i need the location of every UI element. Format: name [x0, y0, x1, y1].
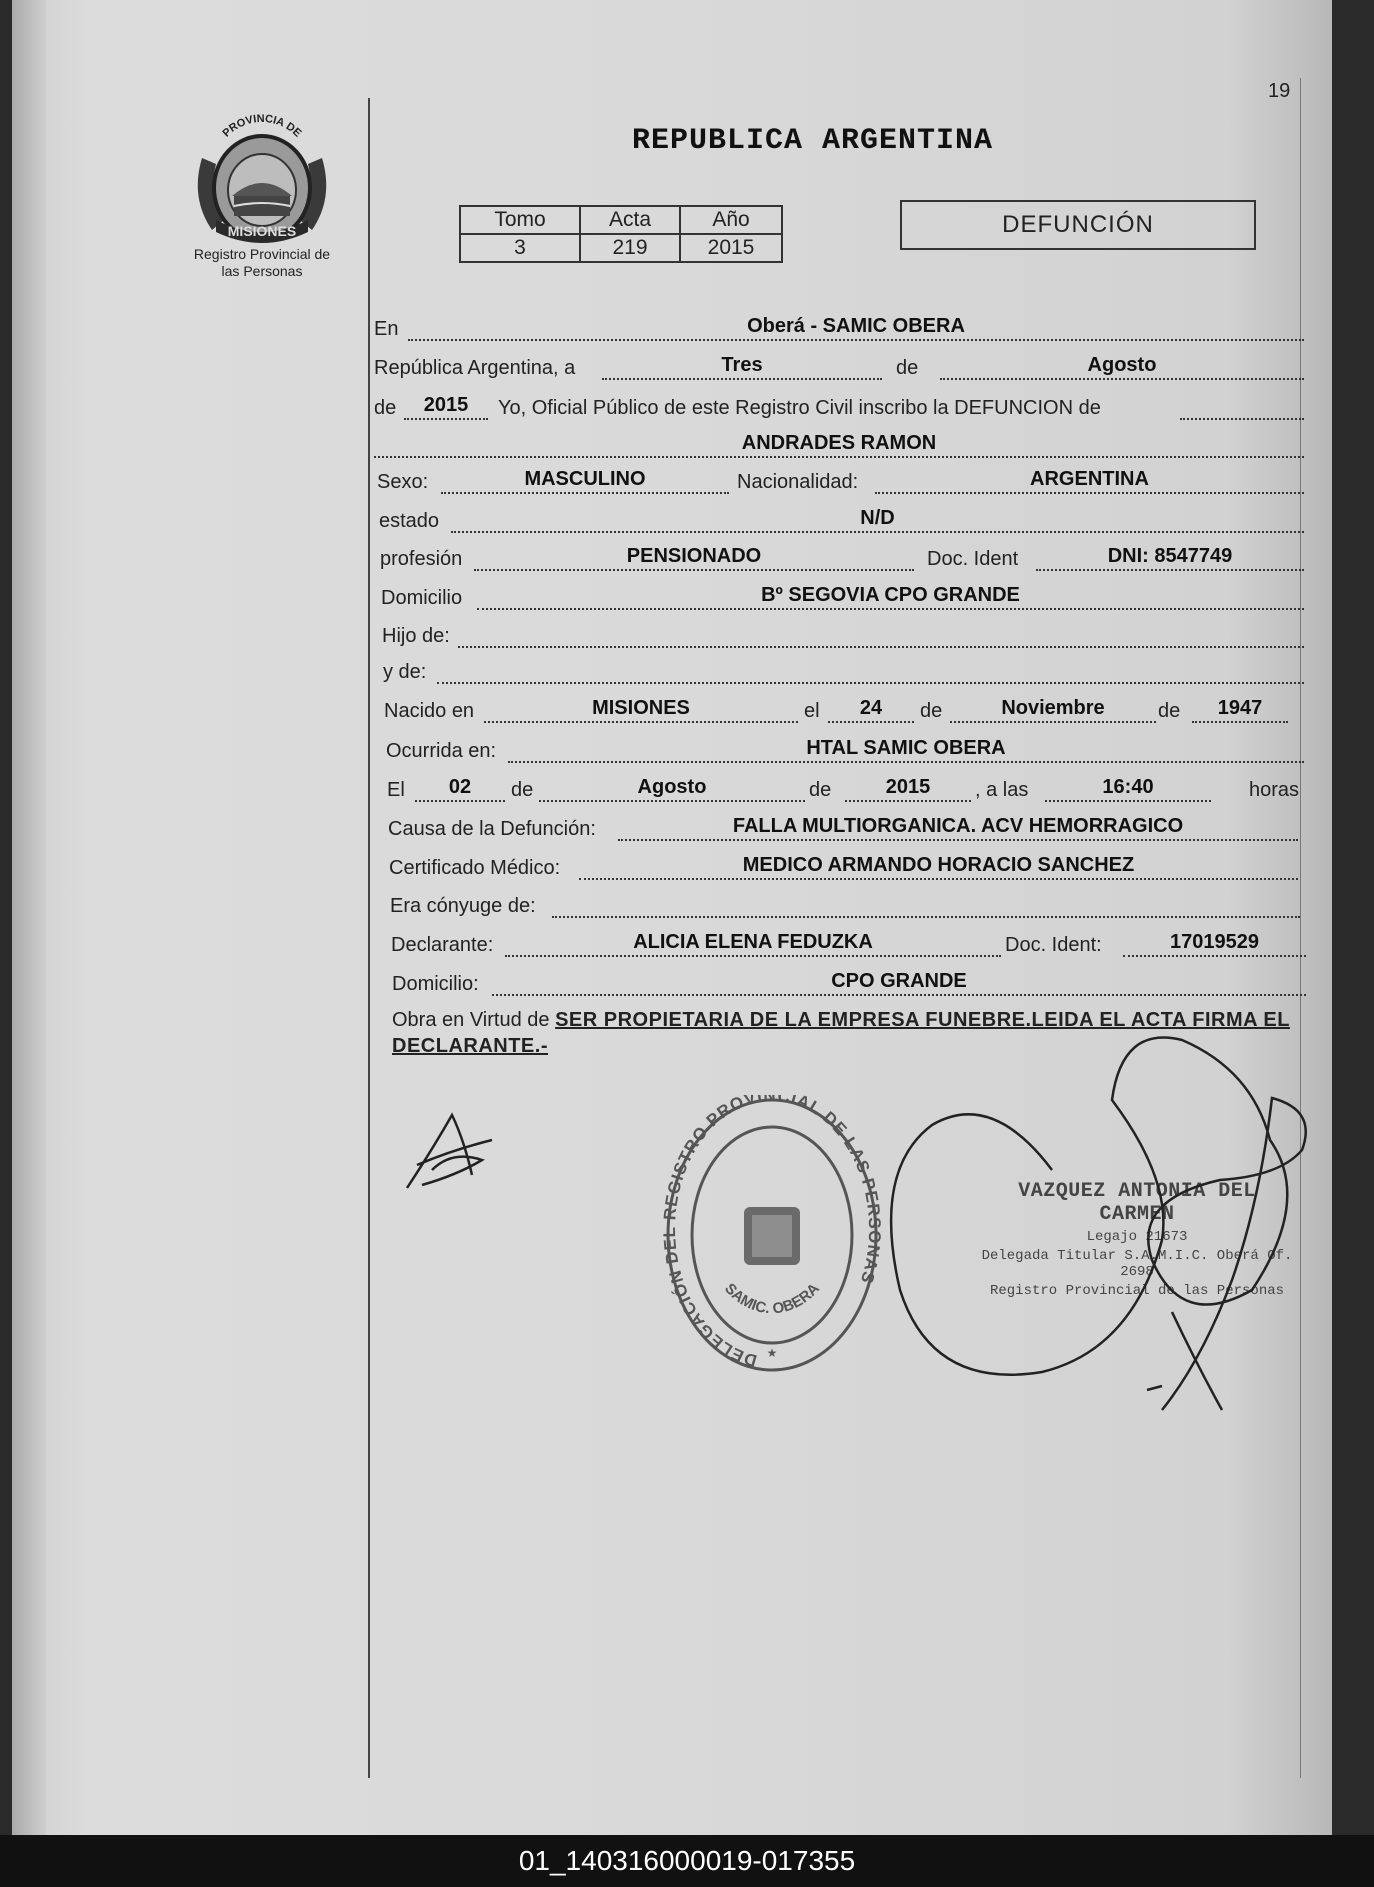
margin-line-left: [368, 98, 370, 1778]
label-estado: estado: [379, 510, 440, 532]
label-ocurrida-en: Ocurrida en:: [386, 740, 497, 762]
record-value-anio: 2015: [680, 234, 782, 262]
field-decl-domicilio: CPO GRANDE: [492, 968, 1306, 996]
label-conyuge: Era cónyuge de:: [390, 895, 536, 917]
row-ocurrida-en: [386, 735, 1304, 769]
field-hora: 16:40: [1045, 774, 1211, 802]
row-conyuge: [390, 890, 1300, 924]
label-domicilio: Domicilio: [381, 587, 463, 609]
field-nacido-en: MISIONES: [484, 695, 798, 723]
label-el: el: [804, 700, 820, 722]
official-cargo: Delegada Titular S.A.M.I.C. Oberá Of. 2698: [981, 1248, 1293, 1280]
field-obra: SER PROPIETARIA DE LA EMPRESA FUNEBRE.LEIDA EL ACTA FIRMA EL DECLARANTE.-: [392, 1009, 1290, 1057]
row-hijo-de: [382, 620, 1304, 654]
label-nacionalidad: Nacionalidad:: [737, 471, 859, 493]
label-hijo-de: Hijo de:: [382, 625, 450, 647]
logo-caption-line1: Registro Provincial de: [193, 246, 331, 262]
field-nombre-fallecido: ANDRADES RAMON: [374, 430, 1304, 458]
field-decl-doc: 17019529: [1123, 929, 1306, 957]
document-title: REPUBLICA ARGENTINA: [632, 124, 994, 158]
field-inscribo-blank: [1180, 392, 1304, 420]
label-de: de: [896, 357, 919, 379]
field-profesion: PENSIONADO: [474, 543, 914, 571]
field-ocurrida-en: HTAL SAMIC OBERA: [508, 735, 1304, 763]
row-domicilio: [381, 582, 1304, 616]
registry-seal: [662, 1095, 882, 1380]
row-sexo-nacionalidad: [377, 466, 1304, 500]
field-dia: Tres: [602, 352, 882, 380]
field-def-anio: 2015: [845, 774, 971, 802]
label-nac-de2: de: [1158, 700, 1181, 722]
record-type-box: DEFUNCIÓN: [900, 200, 1256, 250]
svg-text:★: ★: [766, 1346, 778, 1360]
row-anio-inscripcion: [374, 392, 1304, 426]
field-hijo-de: [458, 620, 1304, 648]
label-declarante: Declarante:: [391, 934, 494, 956]
logo-caption: [162, 246, 362, 280]
label-a-las: , a las: [975, 779, 1029, 801]
official-legajo: Legajo 21673: [1086, 1229, 1188, 1245]
row-certificado: [389, 852, 1298, 886]
label-en: En: [374, 318, 399, 340]
official-name: VAZQUEZ ANTONIA DEL CARMEN: [1018, 1180, 1256, 1226]
field-conyuge: [552, 890, 1300, 918]
row-nacimiento: [384, 695, 1304, 729]
row-estado: [379, 505, 1304, 539]
field-sexo: MASCULINO: [441, 466, 729, 494]
page-number: 19: [1268, 80, 1291, 102]
label-doc-ident: Doc. Ident: [927, 548, 1019, 570]
label-nacido-en: Nacido en: [384, 700, 475, 722]
label-horas: horas: [1249, 779, 1300, 801]
logo-text-bottom: MISIONES: [227, 223, 297, 239]
text-inscribo: Yo, Oficial Público de este Registro Civil inscribo la DEFUNCION de: [498, 397, 1101, 419]
record-header-acta: Acta: [580, 206, 680, 234]
label-decl-domicilio: Domicilio:: [392, 973, 479, 995]
page-left-edge: [12, 0, 46, 1835]
field-nac-mes: Noviembre: [950, 695, 1156, 723]
row-profesion-doc: [380, 543, 1304, 577]
field-declarante: ALICIA ELENA FEDUZKA: [505, 929, 1001, 957]
record-header-anio: Año: [680, 206, 782, 234]
row-decl-domicilio: [392, 968, 1306, 1002]
seal-ring-text: DELEGACIÓN DE REGISTRO PROVINCIAL DE LAS PER NAS: [662, 1095, 882, 1371]
field-estado: N/D: [451, 505, 1304, 533]
row-fecha-defuncion: [387, 774, 1304, 808]
svg-text:SAMIC. OBERA: [721, 1280, 823, 1318]
obra-en-virtud: [392, 1007, 1302, 1059]
record-header-tomo: Tomo: [460, 206, 580, 234]
row-y-de: [383, 656, 1304, 690]
footer-file-id: 01_140316000019-017355: [0, 1835, 1374, 1887]
field-nac-dia: 24: [828, 695, 914, 723]
record-value-tomo: 3: [460, 234, 580, 262]
field-anio: 2015: [404, 392, 488, 420]
field-def-mes: Agosto: [539, 774, 805, 802]
label-profesion: profesión: [380, 548, 463, 570]
label-republica: República Argentina, a: [374, 357, 576, 379]
logo-text-top: PROVINCIA DE: [220, 112, 304, 140]
logo-caption-line2: las Personas: [221, 263, 303, 279]
row-declarante: [391, 929, 1306, 963]
record-value-acta: 219: [580, 234, 680, 262]
seal-inner-text: SAMIC. OBERA: [721, 1280, 823, 1318]
field-def-dia: 02: [415, 774, 505, 802]
document-page: [12, 0, 1332, 1835]
declarant-signature: [407, 1115, 492, 1188]
field-y-de: [437, 656, 1304, 684]
record-table-header-row: [460, 206, 782, 234]
label-decl-doc: Doc. Ident:: [1005, 934, 1102, 956]
label-obra: Obra en Virtud de: [392, 1009, 550, 1031]
label-de-anio: de: [374, 397, 397, 419]
official-stamp: [977, 1180, 1297, 1299]
label-def-de1: de: [511, 779, 534, 801]
record-table-value-row: [460, 234, 782, 262]
row-nombre: [374, 430, 1304, 464]
field-nacionalidad: ARGENTINA: [875, 466, 1304, 494]
label-certificado: Certificado Médico:: [389, 857, 561, 879]
official-registro: Registro Provincial de las Personas: [989, 1283, 1285, 1299]
field-mes: Agosto: [940, 352, 1304, 380]
field-lugar: Oberá - SAMIC OBERA: [408, 313, 1304, 341]
label-y-de: y de:: [383, 661, 427, 683]
label-nac-de1: de: [920, 700, 943, 722]
field-nac-anio: 1947: [1192, 695, 1288, 723]
field-domicilio: Bº SEGOVIA CPO GRANDE: [477, 582, 1304, 610]
record-table: [459, 205, 783, 263]
row-causa: [388, 813, 1298, 847]
field-certificado: MEDICO ARMANDO HORACIO SANCHEZ: [579, 852, 1298, 880]
label-sexo: Sexo:: [377, 471, 429, 493]
label-el-def: El: [387, 779, 405, 801]
field-doc-ident: DNI: 8547749: [1036, 543, 1304, 571]
label-def-de2: de: [809, 779, 832, 801]
row-fecha-inscripcion: [374, 352, 1304, 386]
field-causa: FALLA MULTIORGANICA. ACV HEMORRAGICO: [618, 813, 1298, 841]
label-causa: Causa de la Defunción:: [388, 818, 596, 840]
row-lugar: [374, 313, 1304, 347]
